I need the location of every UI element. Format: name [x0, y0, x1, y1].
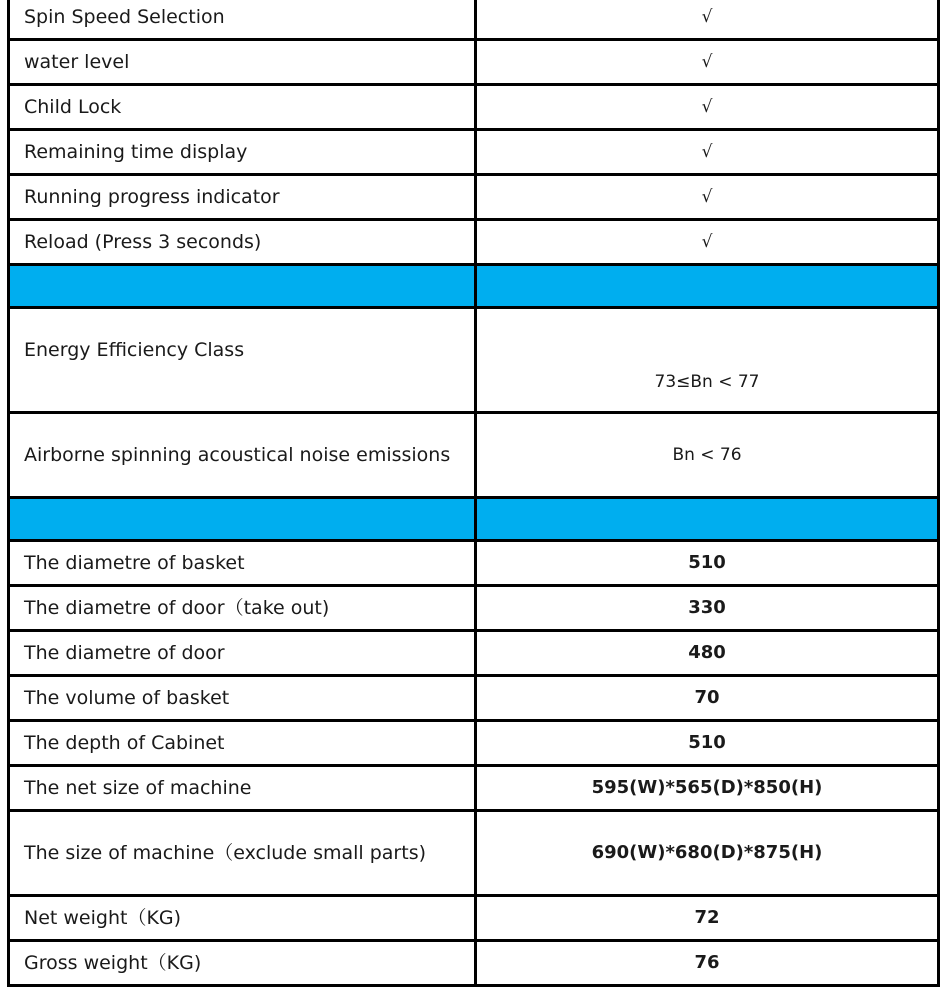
row-value: 510	[476, 721, 939, 766]
row-label: Spin Speed Selection	[9, 0, 476, 40]
table-row	[9, 586, 939, 631]
row-value: 330	[476, 586, 939, 631]
table-row	[9, 631, 939, 676]
row-label: The net size of machine	[9, 766, 476, 811]
check-icon: √	[476, 220, 939, 265]
check-icon: √	[476, 85, 939, 130]
table-row	[9, 85, 939, 130]
row-label: Reload (Press 3 seconds)	[9, 220, 476, 265]
table-row	[9, 130, 939, 175]
table-row	[9, 175, 939, 220]
check-icon: √	[476, 40, 939, 85]
section-band	[9, 498, 939, 541]
row-value: 510	[476, 541, 939, 586]
section-band	[9, 265, 939, 308]
table-row	[9, 413, 939, 498]
row-value: 73≤Bn < 77	[476, 308, 939, 413]
row-label: Running progress indicator	[9, 175, 476, 220]
section-band-left	[9, 265, 476, 308]
row-label: The depth of Cabinet	[9, 721, 476, 766]
row-value: 76	[476, 941, 939, 986]
row-value: 70	[476, 676, 939, 721]
table-row	[9, 811, 939, 896]
table-row	[9, 896, 939, 941]
row-value: 690(W)*680(D)*875(H)	[476, 811, 939, 896]
table-row	[9, 676, 939, 721]
row-label: The size of machine（exclude small parts)	[9, 811, 476, 896]
row-value: Bn < 76	[476, 413, 939, 498]
row-label: Gross weight（KG)	[9, 941, 476, 986]
table-row	[9, 721, 939, 766]
section-band-right	[476, 498, 939, 541]
row-label: Net weight（KG)	[9, 896, 476, 941]
row-value: 72	[476, 896, 939, 941]
row-value: 480	[476, 631, 939, 676]
spec-table	[7, 0, 940, 987]
row-label: The diametre of basket	[9, 541, 476, 586]
table-row	[9, 941, 939, 986]
table-row	[9, 40, 939, 85]
row-label: water level	[9, 40, 476, 85]
table-row	[9, 0, 939, 40]
row-label: Airborne spinning acoustical noise emissions	[9, 413, 476, 498]
check-icon: √	[476, 175, 939, 220]
row-label: Child Lock	[9, 85, 476, 130]
table-row	[9, 220, 939, 265]
row-label: Energy Efficiency Class	[9, 308, 476, 413]
check-icon: √	[476, 130, 939, 175]
row-label: The volume of basket	[9, 676, 476, 721]
table-row	[9, 766, 939, 811]
section-band-right	[476, 265, 939, 308]
row-value: 595(W)*565(D)*850(H)	[476, 766, 939, 811]
check-icon: √	[476, 0, 939, 40]
table-row	[9, 541, 939, 586]
table-row	[9, 308, 939, 413]
row-label: The diametre of door（take out)	[9, 586, 476, 631]
row-label: Remaining time display	[9, 130, 476, 175]
section-band-left	[9, 498, 476, 541]
row-label: The diametre of door	[9, 631, 476, 676]
